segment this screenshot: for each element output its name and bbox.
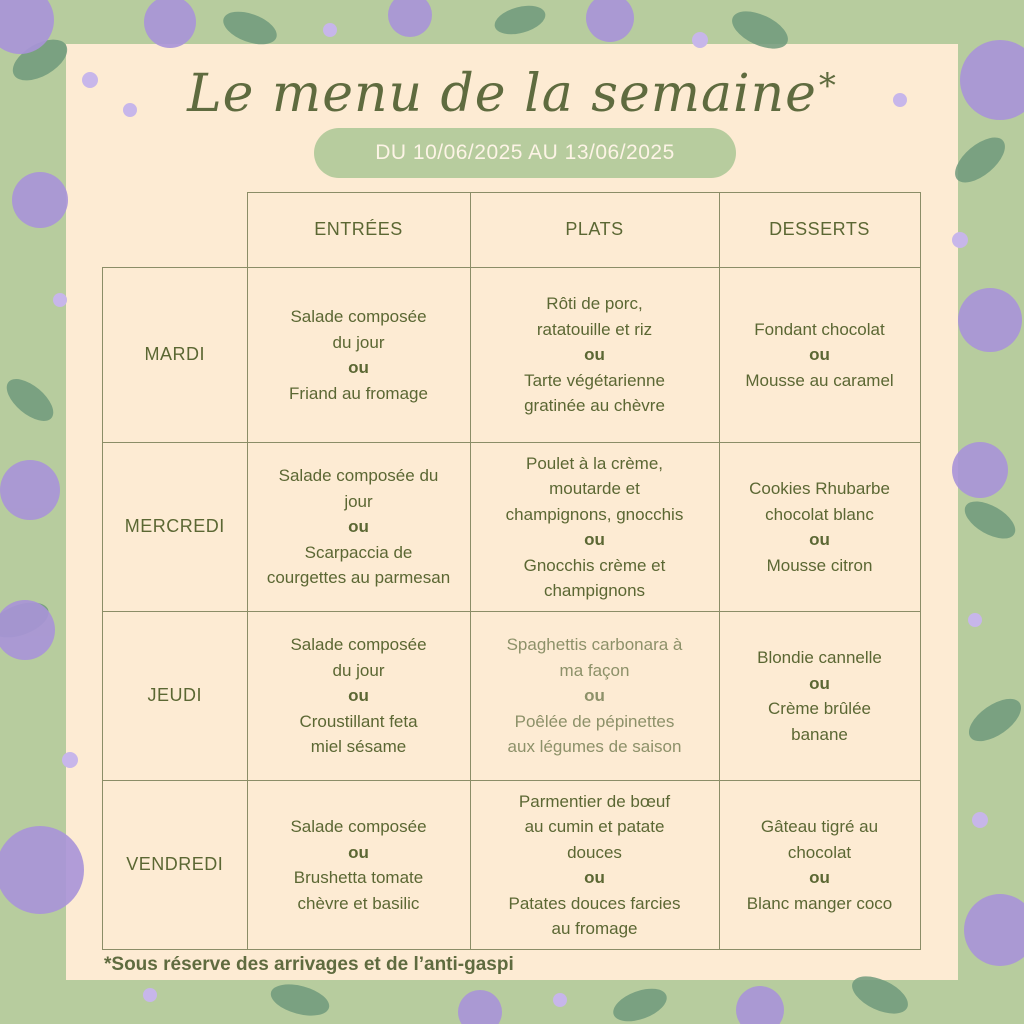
or-separator: ou [348, 358, 369, 377]
dish-line: champignons, gnocchis [505, 504, 684, 524]
desserts-cell [719, 612, 920, 781]
dish-line: Crème brûlée [768, 699, 871, 718]
or-separator: ou [809, 345, 830, 365]
dish-line: Croustillant feta [299, 711, 418, 731]
or-separator: ou [809, 530, 830, 549]
dish-line: ma façon [559, 660, 630, 680]
header-desserts: DESSERTS [719, 193, 920, 268]
title-text: Le menu de la semaine [187, 64, 817, 124]
plats-cell [470, 268, 719, 443]
day-name: JEUDI [103, 612, 248, 781]
dish-line: douces [567, 842, 622, 862]
dish-line: Scarpaccia de [304, 542, 413, 562]
desserts-cell [719, 781, 920, 950]
entrees-cell [247, 781, 470, 950]
dish-line: Parmentier de bœuf [518, 791, 671, 811]
plats-cell [470, 781, 719, 950]
dish-line: Spaghettis carbonara à [506, 635, 683, 655]
date-range-badge: DU 10/06/2025 AU 13/06/2025 [314, 128, 736, 178]
day-name: MERCREDI [103, 443, 248, 612]
or-separator: ou [348, 686, 369, 706]
dish-line: Patates douces farcies [508, 893, 681, 913]
dish-line: Rôti de porc, [546, 294, 643, 314]
or-separator: ou [584, 345, 605, 365]
dish-line: Mousse citron [766, 555, 873, 575]
table-row [103, 443, 921, 612]
dish-line: du jour [332, 660, 385, 680]
header-row [103, 193, 921, 268]
header-plats: PLATS [470, 193, 719, 268]
dish-line: du jour [332, 332, 385, 352]
dish-line: Cookies Rhubarbe [749, 479, 890, 498]
day-name: MARDI [103, 268, 248, 443]
or-separator: ou [348, 517, 369, 537]
or-separator: ou [584, 686, 605, 706]
dish-line: courgettes au parmesan [266, 568, 451, 588]
dish-line: chèvre et basilic [297, 893, 420, 913]
or-separator: ou [584, 530, 605, 549]
dish-line: miel sésame [310, 737, 407, 757]
table-row [103, 781, 921, 950]
dish-line: champignons [543, 581, 646, 600]
dish-line: Brushetta tomate [293, 868, 424, 887]
dish-line: Gnocchis crème et [523, 555, 666, 575]
dish-line: Salade composée [290, 307, 427, 326]
dish-line: Gâteau tigré au [760, 817, 879, 836]
day-name: VENDREDI [103, 781, 248, 950]
dish-line: banane [791, 724, 848, 744]
or-separator: ou [348, 842, 369, 862]
dish-line: gratinée au chèvre [524, 396, 665, 416]
or-separator: ou [809, 673, 830, 693]
dish-line: Poêlée de pépinettes [514, 711, 675, 731]
dish-line: Salade composée du [278, 466, 439, 486]
table-row [103, 612, 921, 781]
dish-line: Poulet à la crème, [525, 453, 663, 473]
or-separator: ou [584, 868, 605, 887]
entrees-cell [247, 612, 470, 781]
footnote: *Sous réserve des arrivages et de l’anti-gaspi [104, 954, 514, 975]
desserts-cell [719, 268, 920, 443]
dish-line: Salade composée [290, 635, 427, 655]
dish-line: Friand au fromage [289, 383, 428, 403]
dish-line: aux légumes de saison [507, 737, 682, 757]
dish-line: au cumin et patate [524, 817, 665, 836]
dish-line: Blondie cannelle [757, 648, 882, 667]
plats-cell [470, 612, 719, 781]
dish-line: moutarde et [549, 479, 640, 498]
corner-cell [103, 193, 248, 268]
menu-table [102, 192, 921, 950]
plats-cell [470, 443, 719, 612]
dish-line: Salade composée [290, 817, 427, 836]
dish-line: chocolat blanc [765, 504, 874, 524]
entrees-cell [247, 268, 470, 443]
page-title [0, 64, 1024, 124]
dish-line: au fromage [551, 919, 638, 938]
title-asterisk: * [818, 66, 837, 106]
table-row [103, 268, 921, 443]
dish-line: jour [344, 491, 373, 511]
desserts-cell [719, 443, 920, 612]
or-separator: ou [809, 868, 830, 887]
dish-line: Blanc manger coco [746, 893, 893, 913]
entrees-cell [247, 443, 470, 612]
header-entrees: ENTRÉES [247, 193, 470, 268]
dish-line: Tarte végétarienne [524, 370, 665, 390]
dish-line: chocolat [787, 842, 852, 862]
dish-line: Fondant chocolat [754, 319, 885, 339]
dish-line: ratatouille et riz [536, 319, 653, 339]
dish-line: Mousse au caramel [745, 370, 894, 390]
